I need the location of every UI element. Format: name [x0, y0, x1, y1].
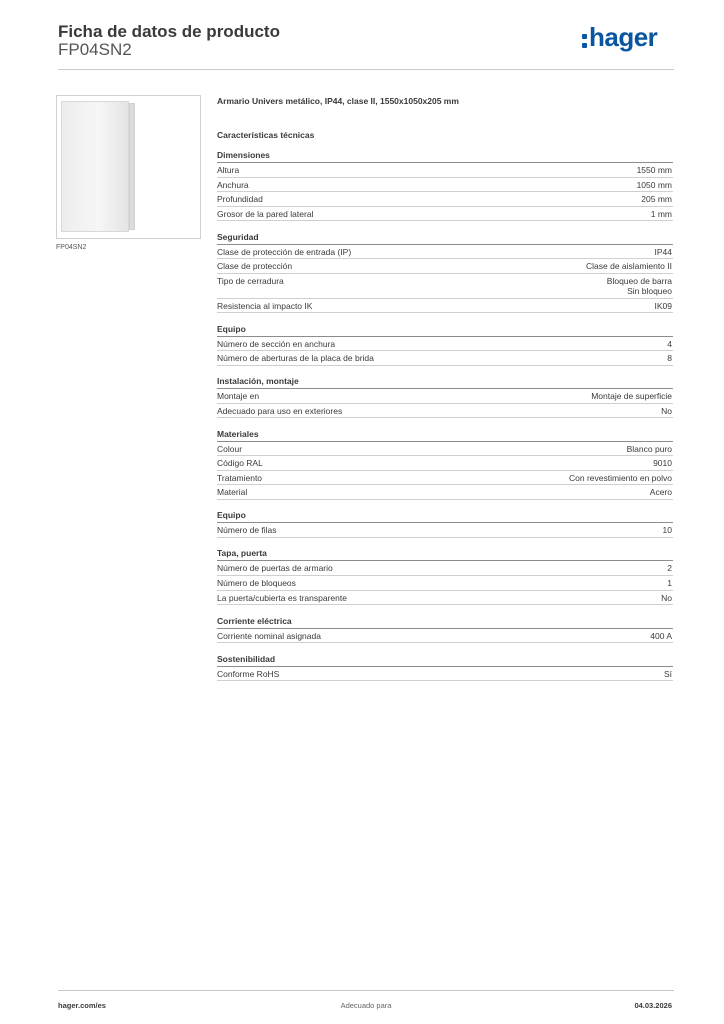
page-header [58, 22, 674, 70]
spec-label: Grosor de la pared lateral [217, 208, 314, 219]
spec-row [217, 299, 673, 314]
spec-label: Clase de protección [217, 261, 293, 272]
spec-label: Profundidad [217, 194, 263, 205]
spec-label: Tratamiento [217, 472, 263, 483]
spec-label: Número de puertas de armario [217, 563, 333, 574]
spec-value: IK09 [654, 300, 672, 311]
hager-logo [582, 22, 672, 56]
spec-value: Montaje de superficie [591, 391, 672, 402]
spec-label: Número de bloqueos [217, 578, 296, 589]
footer-center-text: Adecuado para [340, 1001, 392, 1010]
spec-section [217, 616, 673, 644]
spec-label: Material [217, 487, 248, 498]
spec-row [217, 178, 673, 193]
section-title: Materiales [217, 429, 673, 442]
spec-row [217, 471, 673, 486]
spec-value-line: Bloqueo de barra [606, 275, 672, 286]
product-image [56, 95, 201, 239]
spec-label: Conforme RoHS [217, 668, 280, 679]
document-title: Ficha de datos de producto [58, 22, 280, 41]
spec-row [217, 561, 673, 576]
spec-label: Altura [217, 165, 240, 175]
spec-row [217, 259, 673, 274]
spec-row [217, 485, 673, 500]
spec-row [217, 274, 673, 299]
spec-section [217, 548, 673, 605]
spec-row [217, 192, 673, 207]
spec-label: Adecuado para uso en exteriores [217, 405, 343, 416]
spec-value: No [661, 405, 672, 416]
spec-value: Sí [663, 668, 672, 679]
spec-value: Acero [649, 487, 672, 498]
spec-value: 9010 [653, 458, 672, 469]
spec-label: Código RAL [217, 458, 263, 469]
spec-label: Montaje en [217, 391, 260, 402]
spec-row [217, 629, 673, 644]
section-title: Corriente eléctrica [217, 616, 673, 629]
section-title: Seguridad [217, 232, 673, 245]
section-title: Equipo [217, 510, 673, 523]
spec-value-line: Sin bloqueo [627, 285, 672, 296]
spec-value: 4 [667, 338, 672, 349]
spec-row [217, 442, 673, 457]
spec-value: 2 [667, 563, 672, 574]
spec-value [607, 276, 672, 296]
spec-value: 205 mm [641, 194, 672, 205]
section-title: Equipo [217, 324, 673, 337]
spec-value: Clase de aislamiento II [586, 261, 672, 272]
spec-label: Tipo de cerradura [217, 275, 284, 286]
spec-section [217, 510, 673, 538]
spec-row [217, 456, 673, 471]
tech-characteristics-heading: Características técnicas [217, 130, 315, 140]
cabinet-side-illustration [129, 103, 135, 230]
spec-value: 1 [667, 578, 672, 589]
spec-section [217, 654, 673, 682]
section-title: Tapa, puerta [217, 548, 673, 561]
spec-row [217, 337, 673, 352]
logo-text: hager [589, 22, 658, 52]
cabinet-front-illustration [61, 101, 129, 232]
spec-row [217, 591, 673, 606]
product-code: FP04SN2 [58, 40, 132, 59]
spec-row [217, 163, 673, 178]
spec-row [217, 523, 673, 538]
footer-date: 04.03.2026 [634, 1001, 672, 1010]
image-caption: FP04SN2 [56, 244, 87, 251]
spec-value: 1550 mm [636, 165, 672, 175]
spec-value: 400 A [650, 630, 672, 641]
spec-value: No [661, 592, 672, 603]
section-title: Instalación, montaje [217, 376, 673, 389]
spec-label: Anchura [217, 179, 249, 190]
spec-label: Resistencia al impacto IK [217, 300, 313, 311]
spec-label: Número de aberturas de la placa de brida [217, 353, 374, 364]
spec-label: Número de filas [217, 525, 277, 536]
spec-value: 1050 mm [636, 179, 672, 190]
spec-sections [217, 150, 673, 681]
spec-label: La puerta/cubierta es transparente [217, 592, 347, 603]
spec-label: Número de sección en anchura [217, 338, 336, 349]
spec-label: Corriente nominal asignada [217, 630, 321, 641]
spec-section [217, 232, 673, 313]
spec-section [217, 376, 673, 418]
spec-value: IP44 [654, 246, 672, 257]
footer-website-link[interactable]: hager.com/es [58, 1001, 106, 1010]
spec-value: 1 mm [650, 208, 672, 219]
page-footer [58, 990, 674, 1020]
spec-label: Clase de protección de entrada (IP) [217, 246, 352, 257]
spec-section [217, 150, 673, 221]
spec-value: 10 [662, 525, 672, 536]
spec-value: 8 [667, 353, 672, 364]
spec-value: Blanco puro [626, 443, 672, 454]
spec-label: Colour [217, 443, 243, 454]
spec-row [217, 245, 673, 260]
section-title: Sostenibilidad [217, 654, 673, 667]
logo-dots-icon [582, 34, 588, 52]
spec-section [217, 429, 673, 500]
spec-row [217, 207, 673, 222]
spec-value: Con revestimiento en polvo [568, 472, 672, 483]
product-name: Armario Univers metálico, IP44, clase II, 1550x1050x205 mm [217, 96, 459, 106]
spec-row [217, 667, 673, 682]
spec-row [217, 389, 673, 404]
spec-row [217, 576, 673, 591]
spec-row [217, 351, 673, 366]
section-title: Dimensiones [217, 150, 673, 163]
spec-section [217, 324, 673, 366]
spec-content [217, 96, 673, 692]
spec-row [217, 404, 673, 419]
